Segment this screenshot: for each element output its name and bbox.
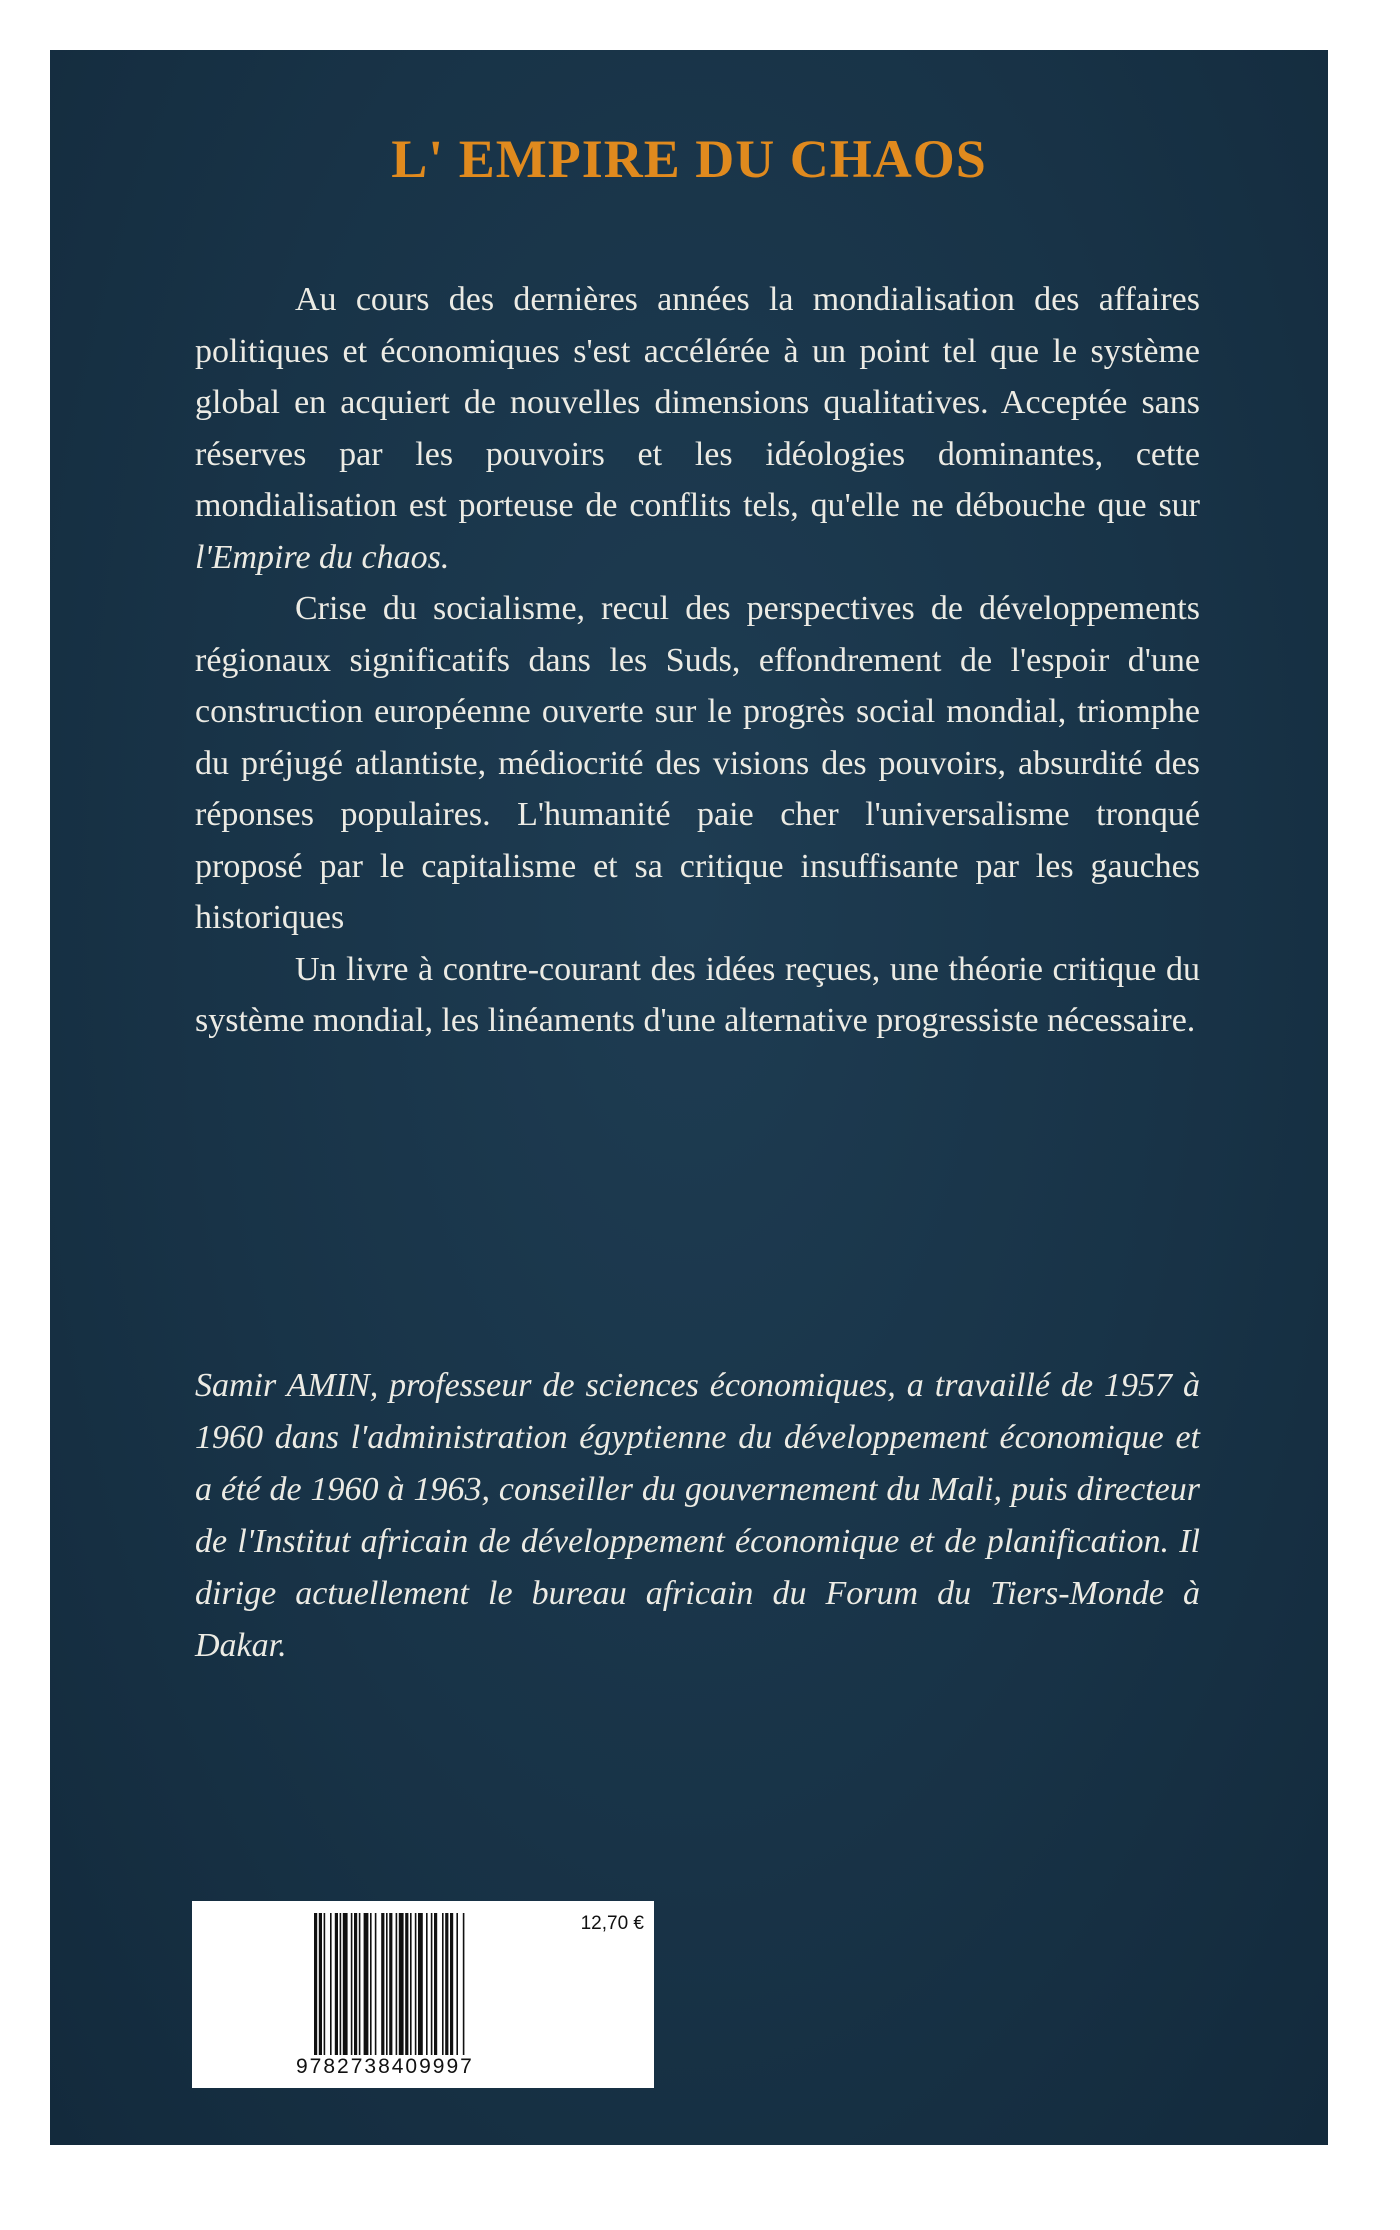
- barcode-bar: [386, 1913, 388, 2055]
- book-title: L' EMPIRE DU CHAOS: [391, 129, 987, 189]
- barcode-bar: [405, 1913, 408, 2055]
- barcode-bar: [442, 1913, 444, 2055]
- blurb-paragraph-1-text: Au cours des dernières années la mondialisation des affaires politiques et économiques s'est accélérée à un point tel que le système global en acquiert de nouvelles dimensions qualitatives. Acceptée sans réserves par les pouvoirs et les idéologies dominantes, cette mondialisation est porteuse de conflits tels, qu'elle ne débouche que sur: [195, 281, 1200, 524]
- barcode-bar: [431, 1913, 433, 2055]
- barcode-bar: [426, 1913, 428, 2055]
- barcode: [314, 1913, 514, 2055]
- barcode-bar: [351, 1913, 353, 2055]
- price: 12,70 €: [580, 1913, 644, 1934]
- barcode-bar: [324, 1913, 326, 2055]
- blurb-paragraph-3: Un livre à contre-courant des idées reçues, une théorie critique du système mondial, les linéaments d'une alternative progressiste nécessaire.: [195, 950, 1200, 1039]
- barcode-bar: [354, 1913, 357, 2055]
- barcode-bar: [418, 1913, 423, 2055]
- barcode-bar: [389, 1913, 392, 2055]
- barcode-bar: [340, 1913, 342, 2055]
- blurb: [195, 274, 1200, 1047]
- barcode-bar: [335, 1913, 338, 2055]
- blurb-paragraph-1-italic: l'Empire du chaos.: [195, 538, 450, 576]
- barcode-bar: [399, 1913, 404, 2055]
- barcode-bar: [450, 1913, 453, 2055]
- barcode-bar: [343, 1913, 348, 2055]
- barcode-bar: [415, 1913, 417, 2055]
- barcode-bar: [330, 1913, 332, 2055]
- barcode-bar: [410, 1913, 412, 2055]
- blurb-paragraph-2: Crise du socialisme, recul des perspectives de développements régionaux significatifs dans les Suds, effondrement de l'espoir d'une construction européenne ouverte sur le progrès social mondial, triomphe du préjugé atlantiste, médiocrité des visions des pouvoirs, absurdité des réponses populaires. L'humanité paie cher l'universalisme tronqué proposé par le capitalisme et sa critique insuffisante par les gauches historiques: [195, 590, 1200, 936]
- blurb-paragraph-1: [195, 274, 1200, 583]
- barcode-label: [192, 1901, 654, 2088]
- barcode-bar: [396, 1913, 398, 2055]
- author-bio: [195, 1360, 1200, 1672]
- barcode-bar: [456, 1913, 458, 2055]
- isbn-number: 9782738409997: [296, 2055, 474, 2078]
- barcode-bar: [364, 1913, 369, 2055]
- barcode-bar: [381, 1913, 384, 2055]
- barcode-bar: [463, 1913, 465, 2055]
- barcode-bar: [445, 1913, 448, 2055]
- back-cover: [50, 50, 1328, 2145]
- barcode-bar: [314, 1913, 317, 2055]
- barcode-bar: [359, 1913, 361, 2055]
- barcode-bar: [434, 1913, 437, 2055]
- barcode-bar: [375, 1913, 377, 2055]
- author-bio-text: Samir AMIN, professeur de sciences économiques, a travaillé de 1957 à 1960 dans l'administration égyptienne du développement économique et a été de 1960 à 1963, conseiller du gouvernement du Mali, puis directeur de l'Institut africain de développement économique et de planification. Il dirige actuellement le bureau africain du Forum du Tiers-Monde à Dakar.: [195, 1367, 1200, 1664]
- barcode-bar: [319, 1913, 322, 2055]
- barcode-bar: [370, 1913, 372, 2055]
